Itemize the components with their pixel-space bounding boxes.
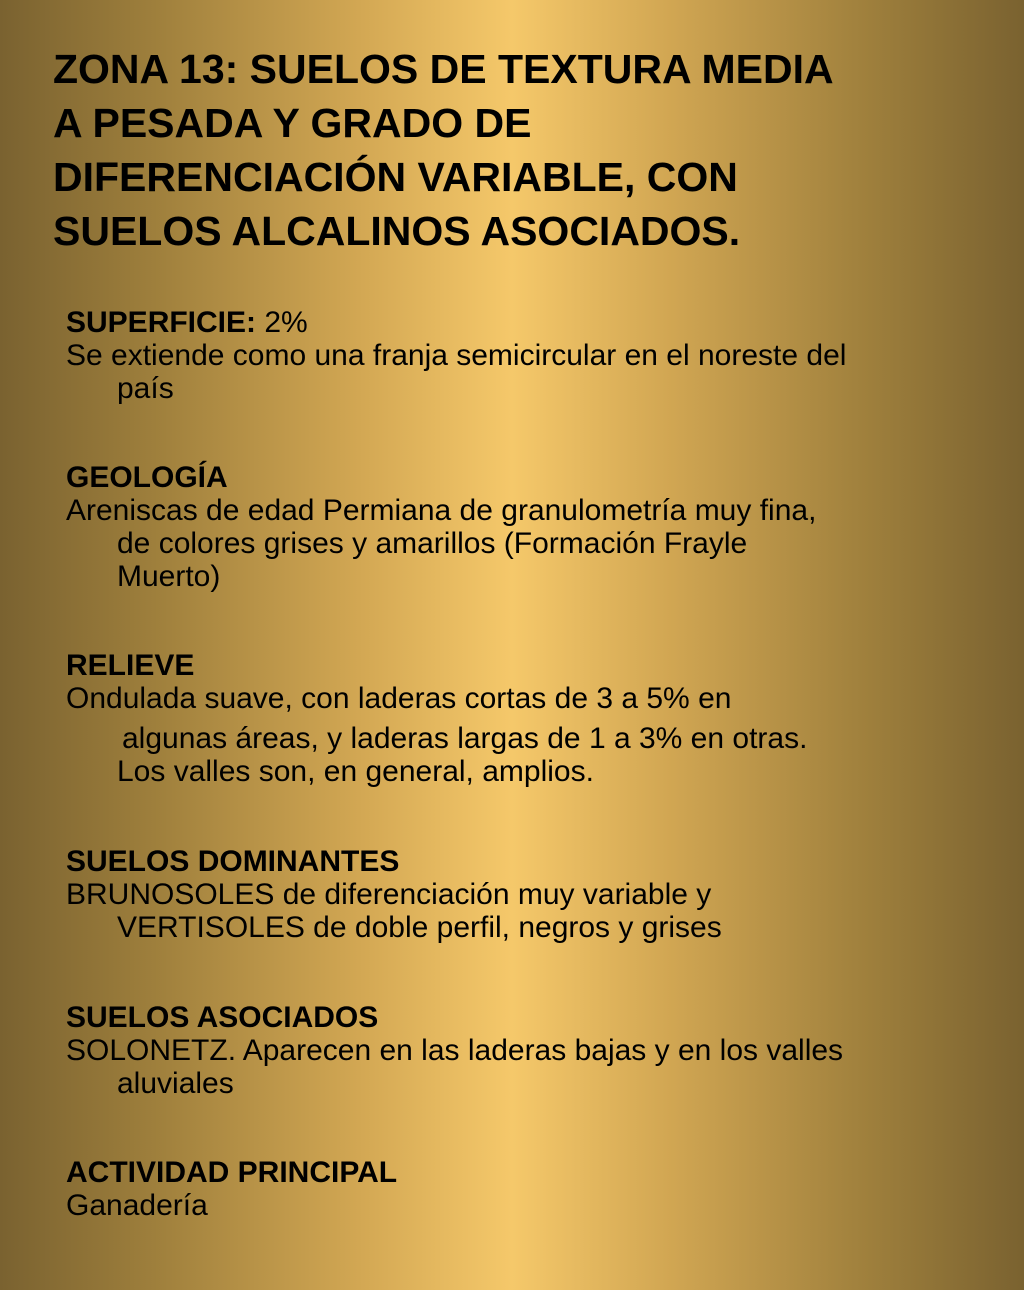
section-suelos-dominantes <box>66 845 986 944</box>
section-superficie <box>66 306 986 405</box>
superficie-line: Se extiende como una franja semicircular en el noreste del <box>66 339 847 372</box>
title-line: ZONA 13: SUELOS DE TEXTURA MEDIA <box>53 46 834 92</box>
suelos-asociados-line: aluviales <box>117 1067 234 1100</box>
superficie-value: 2% <box>256 306 308 339</box>
superficie-label: SUPERFICIE: <box>66 306 257 339</box>
relieve-heading: RELIEVE <box>66 649 195 682</box>
relieve-line: Ondulada suave, con laderas cortas de 3 a 5% en <box>66 682 732 715</box>
section-actividad <box>66 1156 986 1222</box>
superficie-line: país <box>117 372 174 405</box>
actividad-heading: ACTIVIDAD PRINCIPAL <box>66 1156 398 1189</box>
suelos-dominantes-heading: SUELOS DOMINANTES <box>66 845 400 878</box>
suelos-dominantes-line: BRUNOSOLES de diferenciación muy variable y <box>66 878 712 911</box>
geologia-heading: GEOLOGÍA <box>66 461 228 494</box>
title-line: A PESADA Y GRADO DE <box>53 100 532 146</box>
section-geologia <box>66 461 986 593</box>
suelos-dominantes-line: VERTISOLES de doble perfil, negros y grises <box>117 911 722 944</box>
suelos-asociados-line: SOLONETZ. Aparecen en las laderas bajas y en los valles <box>66 1034 844 1067</box>
suelos-asociados-heading: SUELOS ASOCIADOS <box>66 1001 379 1034</box>
actividad-line: Ganadería <box>66 1189 208 1222</box>
section-suelos-asociados <box>66 1001 986 1100</box>
relieve-line: Los valles son, en general, amplios. <box>117 755 594 788</box>
title-line: SUELOS ALCALINOS ASOCIADOS. <box>53 208 741 254</box>
relieve-line: algunas áreas, y laderas largas de 1 a 3% en otras. <box>122 722 808 755</box>
slide-title <box>53 42 953 258</box>
geologia-line: Areniscas de edad Permiana de granulometría muy fina, <box>66 494 817 527</box>
geologia-line: Muerto) <box>117 560 221 593</box>
geologia-line: de colores grises y amarillos (Formación Frayle <box>117 527 748 560</box>
title-line: DIFERENCIACIÓN VARIABLE, CON <box>53 154 738 200</box>
section-relieve <box>66 649 986 788</box>
